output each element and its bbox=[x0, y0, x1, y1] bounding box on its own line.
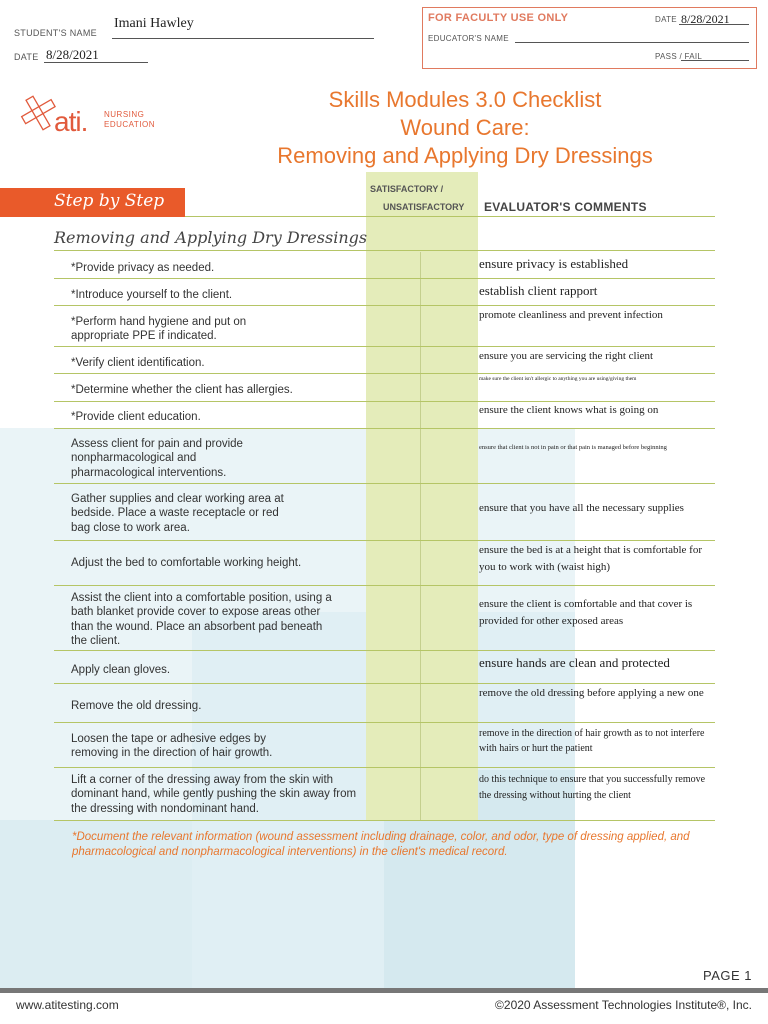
checklist-row bbox=[54, 586, 715, 651]
evaluator-comment: do this technique to ensure that you successfully remove the dressing without hurting the client bbox=[479, 774, 706, 801]
student-info bbox=[14, 16, 384, 66]
step-text: Lift a corner of the dressing away from the skin with dominant hand, while gently pushing the skin away from the dressing with nondominant hand. bbox=[71, 774, 357, 815]
student-name-label: STUDENT'S NAME bbox=[14, 28, 97, 38]
logo-line-2: EDUCATION bbox=[104, 120, 156, 129]
step-text: Loosen the tape or adhesive edges by removing in the direction of hair growth. bbox=[71, 733, 273, 760]
header-divider bbox=[185, 216, 715, 217]
step-text: *Determine whether the client has allergies. bbox=[71, 384, 293, 396]
step-by-step-banner bbox=[0, 188, 185, 217]
step-text: *Introduce yourself to the client. bbox=[71, 289, 233, 301]
checklist-row bbox=[54, 279, 715, 306]
student-name-line bbox=[112, 38, 374, 39]
step-text: *Verify client identification. bbox=[71, 357, 205, 369]
checklist-row bbox=[54, 723, 715, 768]
evaluator-comment: make sure the client isn't allergic to anything you are using/giving them bbox=[479, 376, 637, 382]
checklist-row bbox=[54, 541, 715, 586]
evaluator-comment: promote cleanliness and prevent infection bbox=[479, 309, 663, 321]
copyright-text: ©2020 Assessment Technologies Institute®, Inc. bbox=[495, 998, 752, 1012]
checklist-row bbox=[54, 768, 715, 821]
step-text: Apply clean gloves. bbox=[71, 664, 171, 676]
evaluator-comment: ensure the client is comfortable and that cover is provided for other exposed areas bbox=[479, 598, 693, 627]
title-line-3: Removing and Applying Dry Dressings bbox=[277, 143, 653, 168]
faculty-date-label: DATE bbox=[655, 15, 677, 24]
evaluator-comment: remove the old dressing before applying a new one bbox=[479, 687, 704, 699]
logo-brand: ati. bbox=[54, 106, 88, 137]
step-text: Assist the client into a comfortable position, using a bath blanket provide cover to expose areas other than the wound. Place an absorbent pad beneath the client. bbox=[71, 592, 332, 647]
educator-name-label: EDUCATOR'S NAME bbox=[428, 34, 509, 43]
checklist-row bbox=[54, 306, 715, 347]
faculty-date-value: 8/28/2021 bbox=[681, 12, 730, 26]
evaluator-comment: remove in the direction of hair growth as to not interfere with hairs or hurt the patient bbox=[479, 728, 705, 754]
evaluator-comments-header: EVALUATOR'S COMMENTS bbox=[484, 200, 647, 214]
checklist-row bbox=[54, 402, 715, 429]
student-name-value: Imani Hawley bbox=[114, 16, 194, 31]
footer-bar bbox=[0, 988, 768, 993]
step-text: Assess client for pain and provide nonpharmacological and pharmacological interventions. bbox=[71, 438, 243, 479]
step-text: *Provide privacy as needed. bbox=[71, 262, 215, 274]
evaluator-comment: ensure the bed is at a height that is comfortable for you to work with (waist high) bbox=[479, 544, 702, 573]
ati-logo bbox=[18, 92, 168, 138]
step-text: *Provide client education. bbox=[71, 411, 201, 423]
educator-name-line bbox=[515, 42, 749, 43]
checklist-row bbox=[54, 684, 715, 723]
checklist-row bbox=[54, 484, 715, 541]
page-title bbox=[210, 86, 720, 170]
evaluator-comment: ensure that client is not in pain or that pain is managed before beginning bbox=[479, 444, 667, 451]
checklist-row bbox=[54, 374, 715, 402]
date-value: 8/28/2021 bbox=[46, 47, 99, 62]
title-line-2: Wound Care: bbox=[400, 115, 530, 140]
step-text: Gather supplies and clear working area at bedside. Place a waste receptacle or red bag close to work area. bbox=[71, 493, 284, 534]
checklist-row bbox=[54, 251, 715, 279]
logo-line-1: NURSING bbox=[104, 110, 145, 119]
section-title: Removing and Applying Dry Dressings bbox=[54, 228, 368, 247]
documentation-note: *Document the relevant information (wound assessment including drainage, color, and odor, type of dressing applied, and pharmacological and nonpharmacological interventions) in the client's medical record. bbox=[72, 831, 690, 858]
pass-fail-line bbox=[681, 60, 749, 61]
logo-subtitle bbox=[104, 110, 155, 130]
faculty-title: FOR FACULTY USE ONLY bbox=[428, 12, 569, 24]
checklist-row bbox=[54, 651, 715, 684]
step-text: *Perform hand hygiene and put on appropriate PPE if indicated. bbox=[71, 316, 247, 343]
evaluator-comment: ensure that you have all the necessary supplies bbox=[479, 502, 684, 514]
step-by-step-label: Step by Step bbox=[54, 191, 165, 211]
step-text: Adjust the bed to comfortable working height. bbox=[71, 557, 302, 569]
evaluator-comment: ensure you are servicing the right client bbox=[479, 350, 654, 362]
title-line-1: Skills Modules 3.0 Checklist bbox=[328, 87, 602, 112]
checklist-row bbox=[54, 429, 715, 484]
pass-fail-label: PASS / FAIL bbox=[655, 52, 703, 61]
checklist-row bbox=[54, 347, 715, 374]
page-number: PAGE 1 bbox=[702, 968, 752, 983]
date-label: DATE bbox=[14, 52, 39, 62]
faculty-date-line bbox=[679, 24, 749, 25]
evaluator-comment: ensure the client knows what is going on bbox=[479, 404, 659, 416]
evaluator-comment: establish client rapport bbox=[479, 283, 598, 298]
satisfactory-header: SATISFACTORY / bbox=[370, 184, 444, 194]
evaluator-comment: ensure privacy is established bbox=[479, 256, 629, 271]
step-text: Remove the old dressing. bbox=[71, 700, 202, 712]
date-line bbox=[44, 62, 148, 63]
unsatisfactory-header: UNSATISFACTORY bbox=[383, 202, 465, 212]
website-link[interactable]: www.atitesting.com bbox=[16, 998, 119, 1012]
faculty-use-box bbox=[422, 7, 757, 69]
evaluator-comment: ensure hands are clean and protected bbox=[479, 655, 670, 670]
